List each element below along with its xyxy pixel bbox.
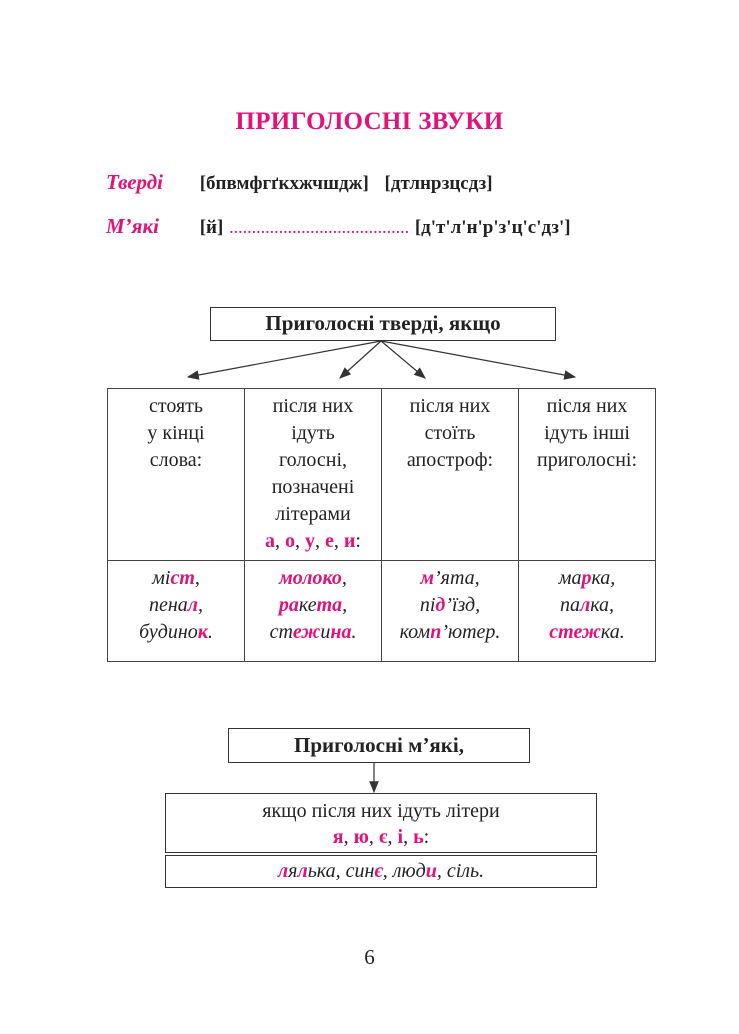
hard-consonants-table <box>107 388 656 662</box>
condition-cell-1 <box>108 389 245 561</box>
condition-line: літерами <box>275 503 351 525</box>
examples-cell-2 <box>245 561 382 662</box>
condition-line: слова: <box>149 449 203 471</box>
condition-cell-4 <box>519 389 656 561</box>
soft-examples-box <box>165 855 597 888</box>
examples-cell-1 <box>108 561 245 662</box>
example-word: молоко, <box>279 567 347 589</box>
soft-set-1: [й] <box>199 217 224 238</box>
condition-line: стоять <box>148 395 204 417</box>
condition-line: ідуть інші <box>544 422 630 444</box>
condition-line: після них <box>546 395 628 417</box>
soft-condition-box <box>165 793 597 853</box>
hard-consonants-box: Приголосні тверді, якщо <box>210 307 556 341</box>
hard-label: Тверді <box>106 170 163 194</box>
vowel-letters: а, о, у, е, и: <box>265 530 361 552</box>
example-word: під’їзд, <box>419 594 481 616</box>
example-word: пенал, <box>148 594 204 616</box>
condition-line: після них <box>272 395 354 417</box>
condition-line: у кінці <box>147 422 205 444</box>
condition-cell-2 <box>245 389 382 561</box>
examples-cell-3 <box>382 561 519 662</box>
condition-cell-3 <box>382 389 519 561</box>
soft-dots: ........................................ <box>229 217 410 237</box>
condition-line: апостроф: <box>406 449 494 471</box>
hard-set-1: [бпвмфгґкхжчшдж] <box>199 173 369 194</box>
page-title: ПРИГОЛОСНІ ЗВУКИ <box>235 108 504 135</box>
example-word: палка, <box>559 594 615 616</box>
soft-set-2: [д'т'л'н'р'з'ц'с'дз'] <box>414 217 571 238</box>
example-word: комп’ютер. <box>399 621 501 643</box>
condition-line: голосні, <box>278 449 348 471</box>
soft-examples-text: лялька, синє, люди, сіль. <box>277 860 485 882</box>
condition-line: стоїть <box>424 422 476 444</box>
soft-letters: я, ю, є, і, ь: <box>332 826 430 848</box>
examples-row <box>108 561 656 662</box>
arrow-to-col-2 <box>340 341 381 378</box>
example-word: стежина. <box>269 621 357 643</box>
examples-cell-4 <box>519 561 656 662</box>
soft-label: М’які <box>106 214 159 238</box>
condition-line: приголосні: <box>536 449 638 471</box>
example-word: міст, <box>152 567 200 589</box>
arrow-to-col-3 <box>381 341 425 378</box>
condition-line: після них <box>409 395 491 417</box>
conditions-row <box>108 389 656 561</box>
example-word: будинок. <box>139 621 213 643</box>
condition-line: ідуть <box>291 422 335 444</box>
example-word: м’ята, <box>420 567 480 589</box>
example-word: стежка. <box>549 621 625 643</box>
example-word: марка, <box>558 567 616 589</box>
page-number: 6 <box>364 945 375 969</box>
soft-consonants-box: Приголосні м’які, <box>228 728 530 763</box>
arrow-to-col-1 <box>188 341 381 377</box>
hard-set-2: [дтлнрзцсдз] <box>384 173 493 194</box>
condition-line: позначені <box>271 476 355 498</box>
example-word: ракета, <box>278 594 348 616</box>
arrow-to-col-4 <box>381 341 575 377</box>
soft-condition-text: якщо після них ідуть літери <box>262 800 500 822</box>
